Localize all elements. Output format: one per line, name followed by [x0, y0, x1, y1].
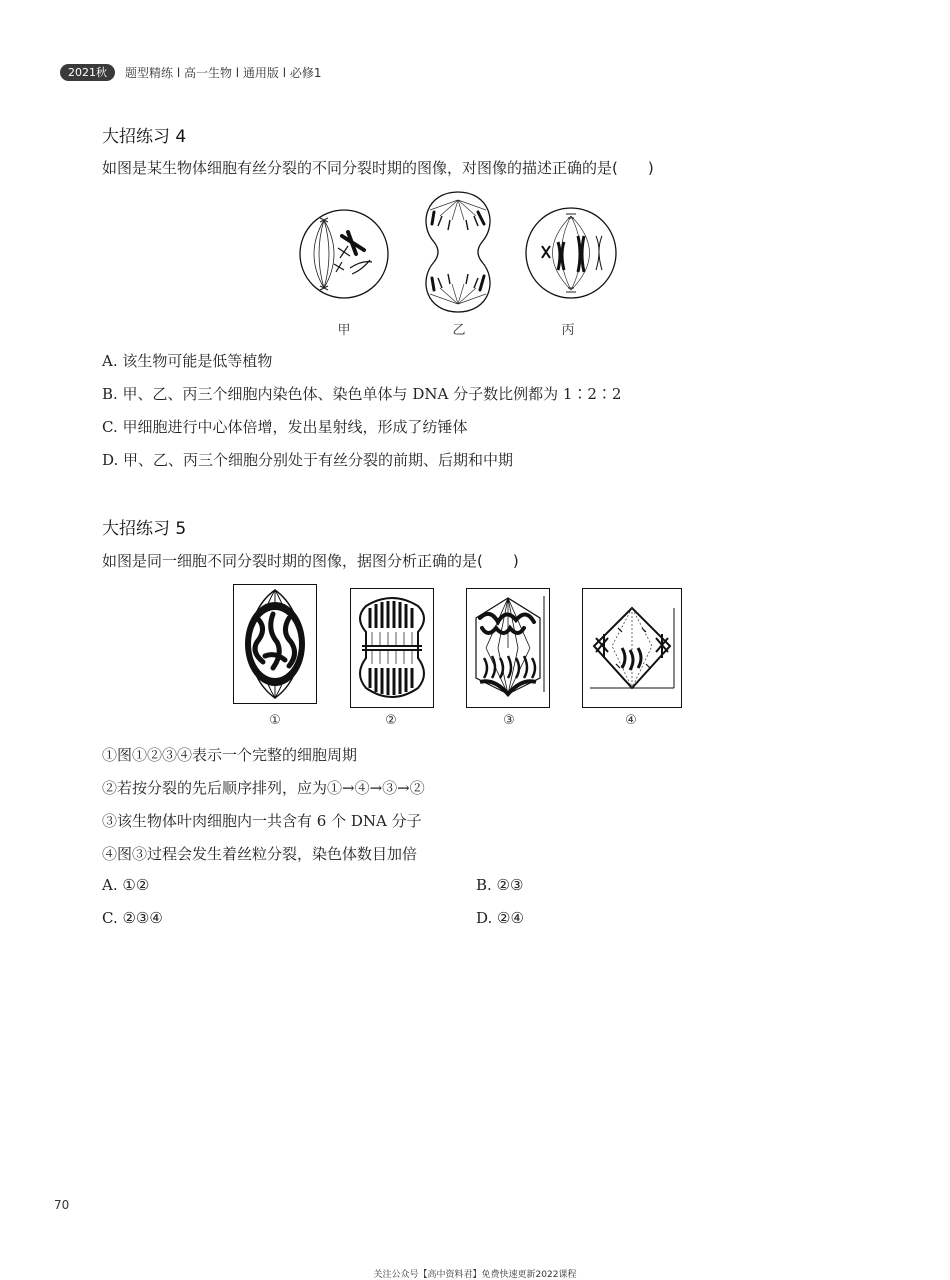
section-5-title: 大招练习 5	[102, 519, 187, 539]
figure-label-yi: 乙	[452, 323, 466, 338]
cell-figure-1	[233, 584, 317, 704]
section-4-option-b: B. 甲、乙、丙三个细胞内染色体、染色单体与 DNA 分子数比例都为 1∶2∶2	[102, 385, 622, 403]
figure-label-2: ②	[385, 713, 397, 728]
figure-label-jia: 甲	[337, 323, 351, 338]
page-header	[60, 64, 322, 80]
cell-figure-4	[582, 588, 682, 708]
cell-figure-3	[466, 588, 550, 708]
section-5-question: 如图是同一细胞不同分裂时期的图像，据图分析正确的是( )	[102, 552, 519, 570]
cell-figure-bing	[524, 206, 618, 300]
cell-figure-jia	[298, 208, 390, 300]
section-5-statement-1: ①图①②③④表示一个完整的细胞周期	[102, 746, 358, 764]
cell-figure-2	[350, 588, 434, 708]
figure-label-4: ④	[625, 713, 637, 728]
figure-label-3: ③	[503, 713, 515, 728]
section-5-option-d: D. ②④	[476, 909, 524, 927]
page-number: 70	[54, 1198, 70, 1212]
section-4-option-a: A. 该生物可能是低等植物	[102, 352, 273, 370]
section-4-option-c: C. 甲细胞进行中心体倍增，发出星射线，形成了纺锤体	[102, 418, 468, 436]
section-5-statement-4: ④图③过程会发生着丝粒分裂，染色体数目加倍	[102, 845, 418, 863]
section-5-statement-2: ②若按分裂的先后顺序排列，应为①→④→③→②	[102, 779, 425, 797]
section-4-option-d: D. 甲、乙、丙三个细胞分别处于有丝分裂的前期、后期和中期	[102, 451, 514, 469]
section-5-option-b: B. ②③	[476, 876, 524, 894]
page-footer: 关注公众号【高中资料君】免费快速更新2022课程	[373, 1270, 577, 1280]
section-5-option-a: A. ①②	[102, 876, 150, 894]
figure-label-1: ①	[269, 713, 281, 728]
section-5-statement-3: ③该生物体叶肉细胞内一共含有 6 个 DNA 分子	[102, 812, 422, 830]
edition-badge: 2021秋	[60, 64, 115, 81]
section-4-title: 大招练习 4	[102, 127, 187, 147]
cell-figure-yi	[420, 190, 496, 314]
section-5-option-c: C. ②③④	[102, 909, 163, 927]
section-4-question: 如图是某生物体细胞有丝分裂的不同分裂时期的图像，对图像的描述正确的是( )	[102, 159, 654, 177]
figure-label-bing: 丙	[561, 323, 575, 338]
breadcrumb: 题型精练 l 高一生物 l 通用版 l 必修1	[125, 65, 322, 80]
